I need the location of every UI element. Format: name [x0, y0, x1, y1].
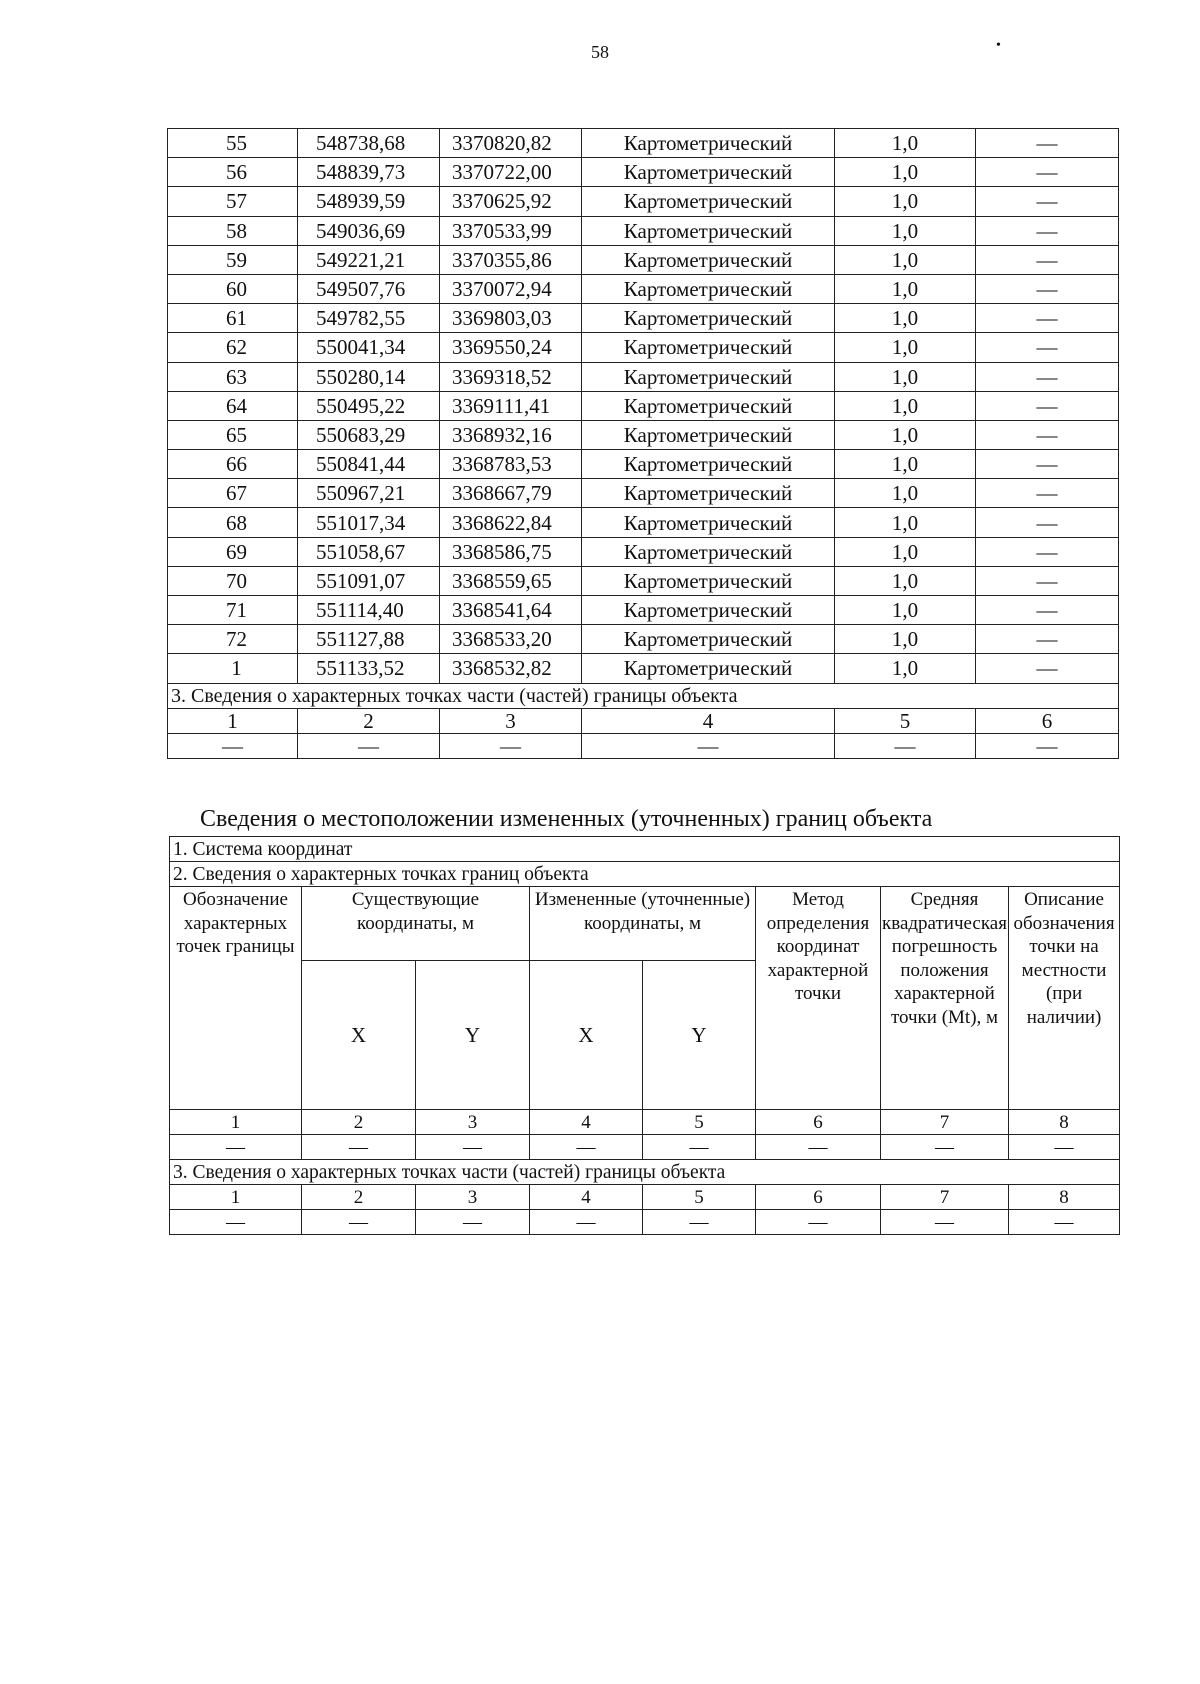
description-cell: —: [976, 158, 1119, 187]
column-number-cell: 3: [440, 708, 582, 733]
method-cell: Картометрический: [582, 420, 835, 449]
coord-y-cell: 3369111,41: [440, 391, 582, 420]
method-cell: Картометрический: [582, 333, 835, 362]
description-cell: —: [976, 596, 1119, 625]
table-row: [168, 274, 1119, 303]
point-number-cell: 66: [168, 450, 298, 479]
column-number-cell: 5: [643, 1110, 756, 1135]
coord-y-cell: 3368622,84: [440, 508, 582, 537]
table-row: [168, 391, 1119, 420]
point-number-cell: 57: [168, 187, 298, 216]
accuracy-cell: 1,0: [835, 566, 976, 595]
table-row: [168, 304, 1119, 333]
empty-cell: —: [976, 733, 1119, 758]
point-number-cell: 71: [168, 596, 298, 625]
table-row: [168, 216, 1119, 245]
table-row: [168, 362, 1119, 391]
method-cell: Картометрический: [582, 537, 835, 566]
accuracy-cell: 1,0: [835, 420, 976, 449]
coord-y-cell: 3370820,82: [440, 129, 582, 158]
coord-x-cell: 548738,68: [298, 129, 440, 158]
column-number-cell: 7: [881, 1110, 1009, 1135]
header-mse: Средняя квадратическая погрешность положения характерной точки (Mt), м: [881, 887, 1009, 1110]
accuracy-cell: 1,0: [835, 158, 976, 187]
header-changed-x: X: [530, 961, 643, 1110]
method-cell: Картометрический: [582, 158, 835, 187]
coord-x-cell: 549507,76: [298, 274, 440, 303]
coord-x-cell: 551058,67: [298, 537, 440, 566]
coord-x-cell: 551091,07: [298, 566, 440, 595]
empty-cell: —: [298, 733, 440, 758]
point-number-cell: 60: [168, 274, 298, 303]
description-cell: —: [976, 187, 1119, 216]
header-description: Описание обозначения точки на местности (при наличии): [1009, 887, 1120, 1110]
description-cell: —: [976, 625, 1119, 654]
column-number-cell: 6: [756, 1110, 881, 1135]
column-number-cell: 6: [756, 1185, 881, 1210]
empty-cell: —: [302, 1135, 416, 1160]
point-number-cell: 70: [168, 566, 298, 595]
column-number-cell: 2: [302, 1110, 416, 1135]
method-cell: Картометрический: [582, 654, 835, 683]
empty-cell: —: [440, 733, 582, 758]
coord-x-cell: 549036,69: [298, 216, 440, 245]
empty-cell: —: [881, 1135, 1009, 1160]
coord-y-cell: 3370355,86: [440, 245, 582, 274]
empty-cell: —: [756, 1135, 881, 1160]
table-row: [168, 333, 1119, 362]
coord-y-cell: 3370533,99: [440, 216, 582, 245]
column-number-cell: 7: [881, 1185, 1009, 1210]
accuracy-cell: 1,0: [835, 479, 976, 508]
column-number-cell: 1: [168, 708, 298, 733]
changed-borders-title: Сведения о местоположении измененных (уточненных) границ объекта: [200, 806, 933, 832]
column-number-cell: 5: [643, 1185, 756, 1210]
header-changed-coords: Измененные (уточненные) координаты, м: [530, 887, 756, 961]
empty-cell: —: [835, 733, 976, 758]
table-row: [168, 625, 1119, 654]
point-number-cell: 67: [168, 479, 298, 508]
empty-cell: —: [170, 1210, 302, 1235]
point-number-cell: 69: [168, 537, 298, 566]
empty-cell: —: [416, 1210, 530, 1235]
method-cell: Картометрический: [582, 450, 835, 479]
column-number-cell: 4: [530, 1110, 643, 1135]
column-number-cell: 5: [835, 708, 976, 733]
column-number-cell: 8: [1009, 1185, 1120, 1210]
table-row: [168, 420, 1119, 449]
column-number-cell: 1: [170, 1110, 302, 1135]
coord-y-cell: 3369803,03: [440, 304, 582, 333]
method-cell: Картометрический: [582, 362, 835, 391]
point-number-cell: 55: [168, 129, 298, 158]
method-cell: Картометрический: [582, 304, 835, 333]
description-cell: —: [976, 245, 1119, 274]
coord-y-cell: 3368559,65: [440, 566, 582, 595]
page-number: 58: [591, 42, 609, 62]
column-number-cell: 1: [170, 1185, 302, 1210]
method-cell: Картометрический: [582, 274, 835, 303]
table-row: [168, 508, 1119, 537]
points-section-label: 2. Сведения о характерных точках границ объекта: [170, 862, 1120, 887]
coord-y-cell: 3370722,00: [440, 158, 582, 187]
header-designation: Обозначение характерных точек границы: [170, 887, 302, 1110]
scan-dot: •: [996, 38, 1001, 53]
method-cell: Картометрический: [582, 245, 835, 274]
coord-x-cell: 548939,59: [298, 187, 440, 216]
coord-y-cell: 3368667,79: [440, 479, 582, 508]
point-number-cell: 59: [168, 245, 298, 274]
point-number-cell: 58: [168, 216, 298, 245]
accuracy-cell: 1,0: [835, 391, 976, 420]
description-cell: —: [976, 479, 1119, 508]
description-cell: —: [976, 274, 1119, 303]
method-cell: Картометрический: [582, 216, 835, 245]
accuracy-cell: 1,0: [835, 362, 976, 391]
accuracy-cell: 1,0: [835, 129, 976, 158]
table-row: [168, 596, 1119, 625]
column-number-cell: 6: [976, 708, 1119, 733]
accuracy-cell: 1,0: [835, 274, 976, 303]
method-cell: Картометрический: [582, 596, 835, 625]
method-cell: Картометрический: [582, 508, 835, 537]
column-number-cell: 8: [1009, 1110, 1120, 1135]
description-cell: —: [976, 362, 1119, 391]
coord-x-cell: 551017,34: [298, 508, 440, 537]
column-number-cell: 3: [416, 1110, 530, 1135]
table-row: [168, 450, 1119, 479]
coord-x-cell: 550495,22: [298, 391, 440, 420]
coord-x-cell: 550841,44: [298, 450, 440, 479]
point-number-cell: 62: [168, 333, 298, 362]
empty-cell: —: [582, 733, 835, 758]
empty-cell: —: [416, 1135, 530, 1160]
coord-x-cell: 550280,14: [298, 362, 440, 391]
description-cell: —: [976, 537, 1119, 566]
empty-cell: —: [756, 1210, 881, 1235]
coord-y-cell: 3368541,64: [440, 596, 582, 625]
section3-label: 3. Сведения о характерных точках части (частей) границы объекта: [168, 683, 1119, 708]
coord-y-cell: 3369318,52: [440, 362, 582, 391]
column-number-cell: 3: [416, 1185, 530, 1210]
description-cell: —: [976, 420, 1119, 449]
empty-cell: —: [530, 1210, 643, 1235]
points-table: [167, 128, 1119, 759]
coord-x-cell: 551114,40: [298, 596, 440, 625]
accuracy-cell: 1,0: [835, 625, 976, 654]
accuracy-cell: 1,0: [835, 596, 976, 625]
empty-cell: —: [302, 1210, 416, 1235]
coord-y-cell: 3368533,20: [440, 625, 582, 654]
coord-y-cell: 3370625,92: [440, 187, 582, 216]
column-number-cell: 4: [530, 1185, 643, 1210]
coord-x-cell: 549221,21: [298, 245, 440, 274]
coord-y-cell: 3369550,24: [440, 333, 582, 362]
point-number-cell: 1: [168, 654, 298, 683]
description-cell: —: [976, 654, 1119, 683]
empty-cell: —: [530, 1135, 643, 1160]
description-cell: —: [976, 566, 1119, 595]
accuracy-cell: 1,0: [835, 508, 976, 537]
header-existing-x: X: [302, 961, 416, 1110]
accuracy-cell: 1,0: [835, 450, 976, 479]
method-cell: Картометрический: [582, 625, 835, 654]
coord-x-cell: 550041,34: [298, 333, 440, 362]
parts-section-label: 3. Сведения о характерных точках части (частей) границы объекта: [170, 1160, 1120, 1185]
changed-borders-table: [169, 836, 1120, 1235]
empty-cell: —: [170, 1135, 302, 1160]
method-cell: Картометрический: [582, 479, 835, 508]
coord-y-cell: 3370072,94: [440, 274, 582, 303]
method-cell: Картометрический: [582, 391, 835, 420]
header-changed-y: Y: [643, 961, 756, 1110]
method-cell: Картометрический: [582, 566, 835, 595]
header-existing-coords: Существующие координаты, м: [302, 887, 530, 961]
table-row: [168, 158, 1119, 187]
description-cell: —: [976, 216, 1119, 245]
point-number-cell: 72: [168, 625, 298, 654]
accuracy-cell: 1,0: [835, 333, 976, 362]
accuracy-cell: 1,0: [835, 245, 976, 274]
column-number-cell: 4: [582, 708, 835, 733]
table-row: [168, 479, 1119, 508]
column-number-cell: 2: [302, 1185, 416, 1210]
table-row: [168, 245, 1119, 274]
coord-y-cell: 3368783,53: [440, 450, 582, 479]
accuracy-cell: 1,0: [835, 187, 976, 216]
coord-y-cell: 3368932,16: [440, 420, 582, 449]
description-cell: —: [976, 304, 1119, 333]
accuracy-cell: 1,0: [835, 654, 976, 683]
coord-x-cell: 551133,52: [298, 654, 440, 683]
empty-cell: —: [643, 1210, 756, 1235]
empty-cell: —: [643, 1135, 756, 1160]
description-cell: —: [976, 450, 1119, 479]
point-number-cell: 65: [168, 420, 298, 449]
empty-cell: —: [881, 1210, 1009, 1235]
table-row: [168, 187, 1119, 216]
header-existing-y: Y: [416, 961, 530, 1110]
description-cell: —: [976, 508, 1119, 537]
coord-x-cell: 551127,88: [298, 625, 440, 654]
method-cell: Картометрический: [582, 129, 835, 158]
point-number-cell: 68: [168, 508, 298, 537]
empty-cell: —: [168, 733, 298, 758]
accuracy-cell: 1,0: [835, 537, 976, 566]
coord-x-cell: 550967,21: [298, 479, 440, 508]
method-cell: Картометрический: [582, 187, 835, 216]
table-row: [168, 537, 1119, 566]
description-cell: —: [976, 391, 1119, 420]
coord-x-cell: 548839,73: [298, 158, 440, 187]
coord-x-cell: 550683,29: [298, 420, 440, 449]
point-number-cell: 64: [168, 391, 298, 420]
table-row: [168, 129, 1119, 158]
coord-y-cell: 3368532,82: [440, 654, 582, 683]
description-cell: —: [976, 129, 1119, 158]
column-number-cell: 2: [298, 708, 440, 733]
coord-y-cell: 3368586,75: [440, 537, 582, 566]
accuracy-cell: 1,0: [835, 216, 976, 245]
header-method: Метод определения координат характерной точки: [756, 887, 881, 1110]
coord-x-cell: 549782,55: [298, 304, 440, 333]
empty-cell: —: [1009, 1135, 1120, 1160]
description-cell: —: [976, 333, 1119, 362]
point-number-cell: 63: [168, 362, 298, 391]
point-number-cell: 61: [168, 304, 298, 333]
table-row: [168, 566, 1119, 595]
coord-system-label: 1. Система координат: [170, 837, 1120, 862]
empty-cell: —: [1009, 1210, 1120, 1235]
point-number-cell: 56: [168, 158, 298, 187]
table-row: [168, 654, 1119, 683]
accuracy-cell: 1,0: [835, 304, 976, 333]
